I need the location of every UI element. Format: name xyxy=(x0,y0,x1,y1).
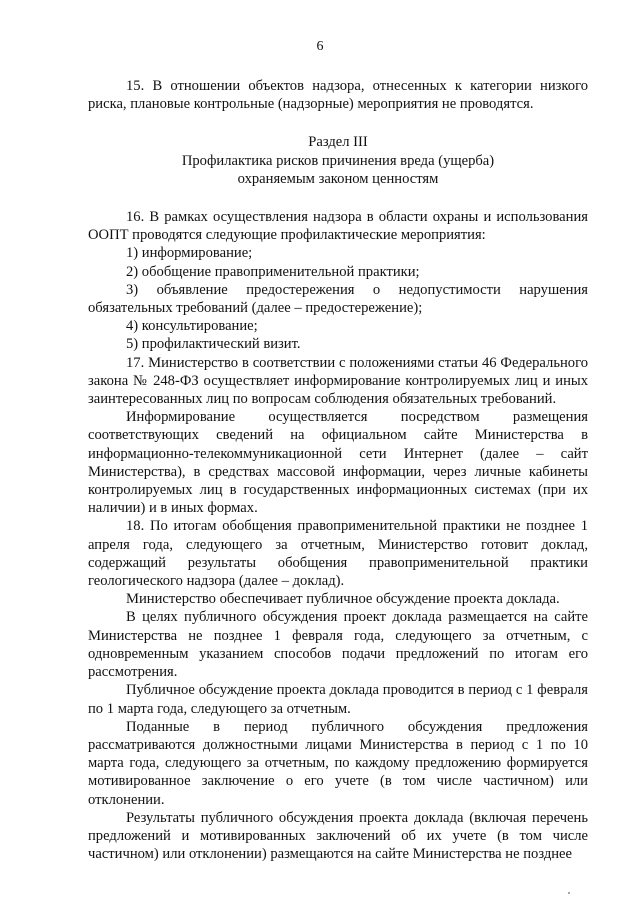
scan-artifact xyxy=(568,892,570,894)
list-item-informing: 1) информирование; xyxy=(126,245,253,262)
paragraph-discussion-period: Публичное обсуждение проекта доклада проводится в период с 1 февраля по 1 марта года, следующего за отчетным. xyxy=(88,682,588,717)
page-number: 6 xyxy=(316,39,324,54)
list-item-consulting: 4) консультирование; xyxy=(126,318,258,335)
section-subtitle-line-1: Профилактика рисков причинения вреда (ущерба) xyxy=(181,152,495,169)
list-item-generalization: 2) обобщение правоприменительной практики; xyxy=(126,263,420,280)
section-subtitle-line-2: охраняемым законом ценностям xyxy=(237,170,439,187)
list-item-warning: 3) объявление предостережения о недопустимости нарушения обязательных требований (далее – предостережение); xyxy=(88,281,588,317)
paragraph-18: 18. По итогам обобщения правоприменительной практики не позднее 1 апреля года, следующего за отчетным, Министерство готовит доклад, содержащий результаты обобщения правоприменительной практики геологического надзора (далее – доклад). xyxy=(88,518,588,590)
paragraph-discussion-results: Результаты публичного обсуждения проекта доклада (включая перечень предложений и мотивированных заключений об их учете (в том числе частичном) или отклонении) размещаются на сайте Министерства не позднее xyxy=(88,809,588,863)
paragraph-15: 15. В отношении объектов надзора, отнесенных к категории низкого риска, плановые контрольные (надзорные) мероприятия не проводятся. xyxy=(88,78,588,113)
paragraph-17: 17. Министерство в соответствии с положениями статьи 46 Федерального закона № 248-ФЗ осуществляет информирование контролируемых лиц и иных заинтересованных лиц по вопросам соблюдения обязательных требований. xyxy=(88,354,588,408)
list-item-visit: 5) профилактический визит. xyxy=(126,336,301,353)
paragraph-proposals-review: Поданные в период публичного обсуждения предложения рассматриваются должностными лицами Министерства в период с 1 по 10 марта года, следующего за отчетным, по каждому предложению формируется мотивированное заключение о его учете (в том числе частичном) или отклонении. xyxy=(88,718,588,808)
paragraph-draft-placement: В целях публичного обсуждения проект доклада размещается на сайте Министерства не позднее 1 февраля года, следующего за отчетным, с одновременным указанием способов подачи предложений по итогам его рассмотрения. xyxy=(88,609,588,681)
document-body xyxy=(88,77,588,863)
paragraph-public-discussion: Министерство обеспечивает публичное обсуждение проекта доклада. xyxy=(126,591,560,608)
paragraph-16: 16. В рамках осуществления надзора в области охраны и использования ООПТ проводятся следующие профилактические мероприятия: xyxy=(88,209,588,244)
paragraph-informing-method: Информирование осуществляется посредством размещения соответствующих сведений на официальном сайте Министерства в информационно-телекоммуникационной сети Интернет (далее – сайт Министерства), в средствах массовой информации, через личные кабинеты контролируемых лиц в государственных информационных системах (при их наличии) и в иных формах. xyxy=(88,409,588,517)
section-title: Раздел III xyxy=(308,134,368,151)
